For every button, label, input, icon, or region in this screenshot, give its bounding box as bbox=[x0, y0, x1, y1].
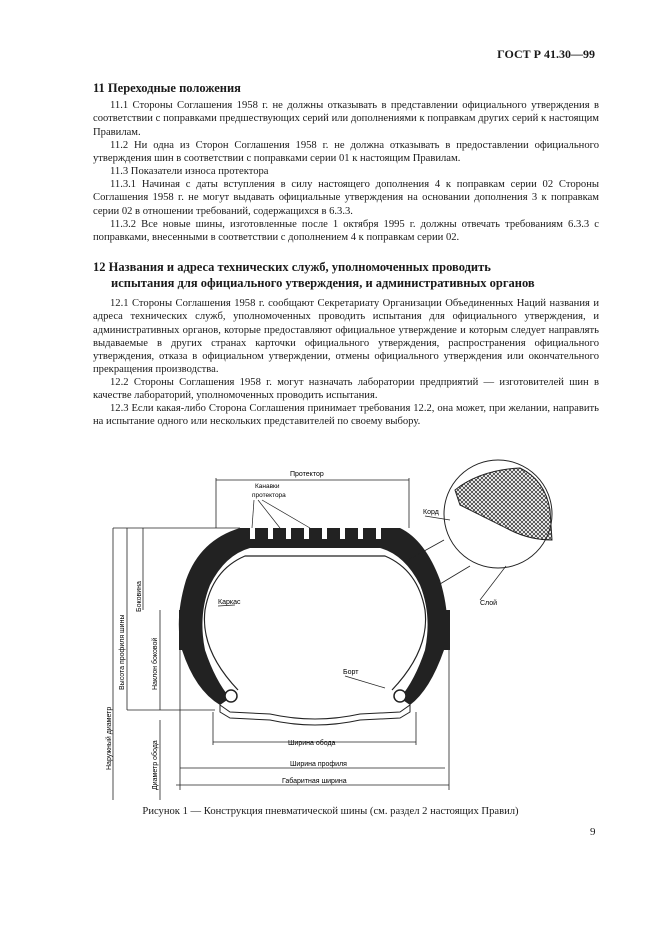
left-dimensions bbox=[113, 528, 240, 800]
paragraph-12-3: 12.3 Если какая-либо Сторона Соглашения принимает требования 12.2, она может, при желании, направить на испытание одного или нескольких представителей по своему выбору. bbox=[93, 403, 599, 428]
label-protector: Протектор bbox=[290, 471, 324, 478]
label-carcass: Каркас bbox=[218, 599, 241, 606]
page-number: 9 bbox=[590, 826, 596, 838]
figure-caption: Рисунок 1 — Конструкция пневматической шины (см. раздел 2 настоящих Правил) bbox=[142, 806, 519, 817]
paragraph-12-1: 12.1 Стороны Соглашения 1958 г. сообщают Секретариату Организации Объединенных Наций названия и адреса технических служб, уполномоченных проводить испытания для официального утверждения, и административных органов, которые предоставляют официальное утверждение и которым следует направлять выдаваемые в других странах карточки официального утверждения, распространения официального утверждения, отказа в официальном утверждении, отмены официального утверждения или окончательного прекращения производства. bbox=[93, 298, 599, 376]
label-section-width: Ширина профиля bbox=[290, 761, 347, 768]
section-12-title-line1: 12 Названия и адреса технических служб, уполномоченных проводить bbox=[93, 260, 491, 274]
bead-left bbox=[225, 690, 237, 702]
paragraph-11-3-1: 11.3.1 Начиная с даты вступления в силу настоящего дополнения 4 к поправкам серии 02 Стороны Соглашения 1958 г. не могут выдавать официальные утверждения на основании дополнения 3 к поправкам серии 02 в отношении требований, содержащихся в 6.3.3. bbox=[93, 179, 599, 217]
label-outer-diameter: Наружный диаметр bbox=[106, 706, 113, 770]
label-shoulder: Боковина bbox=[136, 581, 143, 612]
label-rim-diameter: Диаметр обода bbox=[152, 740, 159, 790]
label-grooves-1: Канавки bbox=[255, 483, 280, 490]
paragraph-12-2: 12.2 Стороны Соглашения 1958 г. могут назначать лаборатории предприятий — изготовителей шин в качестве лабораторий, уполномоченных проводить испытания. bbox=[93, 377, 599, 402]
paragraph-11-2: 11.2 Ни одна из Сторон Соглашения 1958 г. не должна отказывать в предоставлении официального утверждения шин в соответствии с поправками серии 01 к настоящим Правилам. bbox=[93, 140, 599, 165]
carcass-line bbox=[204, 556, 425, 690]
sidewall-left bbox=[179, 610, 187, 650]
paragraph-11-3: 11.3 Показатели износа протектора bbox=[110, 166, 269, 177]
label-bead: Борт bbox=[343, 669, 359, 676]
tire-outer-body bbox=[179, 528, 447, 705]
sidewall-right bbox=[442, 610, 450, 650]
label-overall-width: Габаритная ширина bbox=[282, 778, 347, 785]
label-cord: Корд bbox=[423, 509, 439, 516]
paragraph-11-3-2: 11.3.2 Все новые шины, изготовленные после 1 октября 1995 г. должны отвечать требованиям 6.3.3 с поправками, внесенными в соответствии с дополнением 4 к поправкам серии 02. bbox=[93, 219, 599, 244]
label-bead-height: Наклон боковой bbox=[152, 637, 159, 690]
label-rim-width: Ширина обода bbox=[288, 740, 336, 747]
label-section-height: Высота профиля шины bbox=[119, 614, 126, 690]
section-11-title: 11 Переходные положения bbox=[93, 81, 241, 95]
section-12-title-line2: испытания для официального утверждения, и административных органов bbox=[111, 276, 535, 290]
label-ply: Слой bbox=[480, 600, 498, 607]
cord-detail-mesh bbox=[455, 468, 552, 540]
paragraph-11-1: 11.1 Стороны Соглашения 1958 г. не должны отказывать в представлении официального утверждения в соответствии с поправками предшествующих серий или дополнениями к поправкам других серий к настоящим Правилам. bbox=[93, 100, 599, 138]
document-id: ГОСТ Р 41.30—99 bbox=[497, 47, 595, 61]
label-grooves-2: протектора bbox=[252, 492, 286, 499]
protector-dimension bbox=[216, 478, 409, 528]
rim bbox=[220, 705, 410, 725]
bead-right bbox=[394, 690, 406, 702]
